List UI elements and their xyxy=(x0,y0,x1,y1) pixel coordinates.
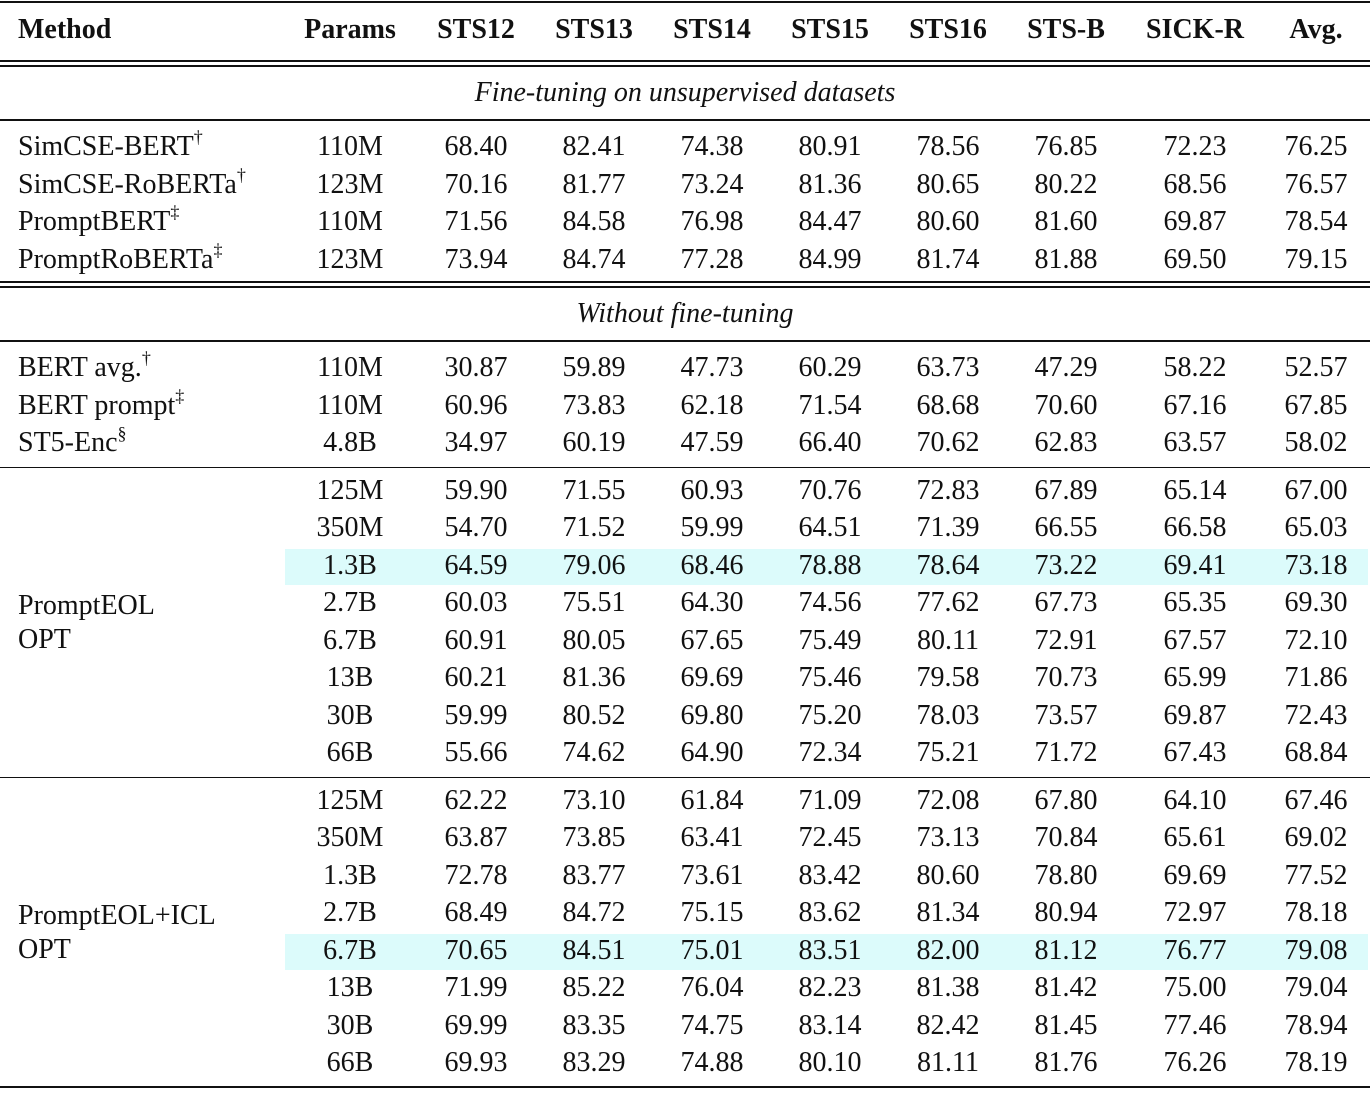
value-cell: 60.96 xyxy=(444,389,508,421)
value-cell: 81.88 xyxy=(1034,243,1098,275)
value-cell: 82.23 xyxy=(798,972,862,1003)
value-cell: 78.88 xyxy=(798,549,862,581)
value-cell: 76.85 xyxy=(1034,131,1098,162)
params-cell: 2.7B xyxy=(323,897,377,928)
value-cell: 69.87 xyxy=(1163,699,1227,731)
value-cell: 75.21 xyxy=(916,737,980,768)
value-cell: 76.57 xyxy=(1284,168,1348,200)
value-cell: 65.99 xyxy=(1163,662,1227,693)
value-cell: 68.49 xyxy=(444,897,508,928)
section-title-rule xyxy=(0,340,1370,342)
value-cell: 67.43 xyxy=(1163,737,1227,768)
value-cell: 83.62 xyxy=(798,897,862,928)
method-name xyxy=(18,127,203,163)
value-cell: 77.62 xyxy=(916,587,980,618)
value-cell: 71.39 xyxy=(916,512,980,543)
value-cell: 73.22 xyxy=(1034,549,1098,581)
value-cell: 66.55 xyxy=(1034,512,1098,543)
value-cell: 83.51 xyxy=(798,934,862,966)
value-cell: 67.16 xyxy=(1163,389,1227,421)
value-cell: 69.69 xyxy=(680,662,744,693)
value-cell: 75.15 xyxy=(680,897,744,928)
section-title-rule xyxy=(0,119,1370,121)
value-cell: 74.56 xyxy=(798,587,862,618)
value-cell: 65.35 xyxy=(1163,587,1227,618)
value-cell: 59.99 xyxy=(444,699,508,731)
header-sts15: STS15 xyxy=(791,14,869,45)
value-cell: 78.94 xyxy=(1284,1009,1348,1041)
params-cell: 2.7B xyxy=(323,587,377,618)
value-cell: 74.88 xyxy=(680,1047,744,1078)
value-cell: 63.87 xyxy=(444,822,508,853)
value-cell: 67.65 xyxy=(680,624,744,656)
value-cell: 72.97 xyxy=(1163,897,1227,928)
value-cell: 84.51 xyxy=(562,934,626,966)
value-cell: 80.94 xyxy=(1034,897,1098,928)
value-cell: 80.52 xyxy=(562,699,626,731)
header-sts13: STS13 xyxy=(555,14,633,45)
value-cell: 73.13 xyxy=(916,822,980,853)
value-cell: 69.50 xyxy=(1163,243,1227,275)
value-cell: 70.60 xyxy=(1034,389,1098,421)
value-cell: 67.46 xyxy=(1284,784,1348,816)
value-cell: 81.60 xyxy=(1034,206,1098,237)
method-label: PromptBERT xyxy=(18,206,171,237)
value-cell: 72.91 xyxy=(1034,624,1098,656)
value-cell: 82.00 xyxy=(916,934,980,966)
value-cell: 81.76 xyxy=(1034,1047,1098,1078)
value-cell: 47.59 xyxy=(680,427,744,458)
value-cell: 84.47 xyxy=(798,206,862,237)
value-cell: 75.46 xyxy=(798,662,862,693)
value-cell: 77.52 xyxy=(1284,859,1348,891)
value-cell: 71.52 xyxy=(562,512,626,543)
group-label: OPT xyxy=(18,933,71,965)
top-rule xyxy=(0,1,1370,3)
value-cell: 69.02 xyxy=(1284,822,1348,853)
value-cell: 81.34 xyxy=(916,897,980,928)
value-cell: 62.83 xyxy=(1034,427,1098,458)
value-cell: 67.57 xyxy=(1163,624,1227,656)
value-cell: 72.83 xyxy=(916,474,980,506)
header-method: Method xyxy=(18,14,112,45)
footnote-mark: † xyxy=(193,127,203,147)
value-cell: 83.14 xyxy=(798,1009,862,1041)
value-cell: 79.06 xyxy=(562,549,626,581)
params-cell: 1.3B xyxy=(323,859,377,891)
value-cell: 81.42 xyxy=(1034,972,1098,1003)
value-cell: 71.99 xyxy=(444,972,508,1003)
header-avg-: Avg. xyxy=(1289,14,1343,45)
params-cell: 6.7B xyxy=(323,624,377,656)
value-cell: 75.49 xyxy=(798,624,862,656)
value-cell: 74.38 xyxy=(680,131,744,162)
value-cell: 67.80 xyxy=(1034,784,1098,816)
value-cell: 73.61 xyxy=(680,859,744,891)
value-cell: 77.46 xyxy=(1163,1009,1227,1041)
value-cell: 81.38 xyxy=(916,972,980,1003)
value-cell: 67.73 xyxy=(1034,587,1098,618)
value-cell: 79.04 xyxy=(1284,972,1348,1003)
value-cell: 66.40 xyxy=(798,427,862,458)
value-cell: 30.87 xyxy=(444,352,508,383)
params-cell: 66B xyxy=(326,737,374,768)
value-cell: 76.98 xyxy=(680,206,744,237)
value-cell: 75.20 xyxy=(798,699,862,731)
value-cell: 60.21 xyxy=(444,662,508,693)
value-cell: 78.03 xyxy=(916,699,980,731)
header-sts12: STS12 xyxy=(437,14,515,45)
value-cell: 78.19 xyxy=(1284,1047,1348,1078)
value-cell: 64.30 xyxy=(680,587,744,618)
value-cell: 65.03 xyxy=(1284,512,1348,543)
footnote-mark: ‡ xyxy=(175,385,185,406)
value-cell: 73.24 xyxy=(680,168,744,200)
section-title: Without fine-tuning xyxy=(576,298,794,329)
header-rule-1 xyxy=(0,60,1370,62)
value-cell: 47.29 xyxy=(1034,352,1098,383)
value-cell: 73.83 xyxy=(562,389,626,421)
value-cell: 68.68 xyxy=(916,389,980,421)
params-cell: 6.7B xyxy=(323,934,377,966)
value-cell: 59.99 xyxy=(680,512,744,543)
section-rule-1-b xyxy=(0,286,1370,288)
value-cell: 81.11 xyxy=(917,1047,979,1078)
value-cell: 79.08 xyxy=(1284,934,1348,966)
value-cell: 75.51 xyxy=(562,587,626,618)
value-cell: 83.77 xyxy=(562,859,626,891)
value-cell: 60.19 xyxy=(562,427,626,458)
value-cell: 69.93 xyxy=(444,1047,508,1078)
value-cell: 71.55 xyxy=(562,474,626,506)
value-cell: 78.64 xyxy=(916,549,980,581)
value-cell: 70.84 xyxy=(1034,822,1098,853)
footnote-mark: † xyxy=(141,348,151,368)
value-cell: 67.00 xyxy=(1284,474,1348,506)
value-cell: 70.73 xyxy=(1034,662,1098,693)
value-cell: 83.29 xyxy=(562,1047,626,1078)
value-cell: 80.65 xyxy=(916,168,980,200)
value-cell: 73.85 xyxy=(562,822,626,853)
value-cell: 81.12 xyxy=(1034,934,1098,966)
value-cell: 68.46 xyxy=(680,549,744,581)
group-label: PromptEOL+ICL xyxy=(18,899,216,931)
value-cell: 63.41 xyxy=(680,822,744,853)
footnote-mark: ‡ xyxy=(170,202,180,222)
value-cell: 79.58 xyxy=(916,662,980,693)
value-cell: 60.93 xyxy=(680,474,744,506)
value-cell: 68.84 xyxy=(1284,737,1348,768)
value-cell: 76.25 xyxy=(1284,131,1348,162)
value-cell: 84.72 xyxy=(562,897,626,928)
params-cell: 110M xyxy=(317,352,383,383)
value-cell: 59.90 xyxy=(444,474,508,506)
value-cell: 70.76 xyxy=(798,474,862,506)
value-cell: 81.45 xyxy=(1034,1009,1098,1041)
method-name xyxy=(18,239,223,276)
value-cell: 84.99 xyxy=(798,243,862,275)
value-cell: 71.09 xyxy=(798,784,862,816)
value-cell: 71.56 xyxy=(444,206,508,237)
value-cell: 78.18 xyxy=(1284,897,1348,928)
value-cell: 72.45 xyxy=(798,822,862,853)
method-name xyxy=(18,202,180,238)
value-cell: 83.35 xyxy=(562,1009,626,1041)
value-cell: 82.41 xyxy=(562,131,626,162)
value-cell: 72.78 xyxy=(444,859,508,891)
header-params: Params xyxy=(304,14,396,45)
method-label: SimCSE-BERT xyxy=(18,131,194,162)
header-sts14: STS14 xyxy=(673,14,751,45)
value-cell: 74.75 xyxy=(680,1009,744,1041)
value-cell: 80.10 xyxy=(798,1047,862,1078)
method-name xyxy=(18,348,151,384)
value-cell: 85.22 xyxy=(562,972,626,1003)
value-cell: 70.16 xyxy=(444,168,508,200)
value-cell: 72.08 xyxy=(916,784,980,816)
section-title: Fine-tuning on unsupervised datasets xyxy=(474,77,896,108)
value-cell: 71.54 xyxy=(798,389,862,421)
value-cell: 80.91 xyxy=(798,131,862,162)
value-cell: 58.02 xyxy=(1284,427,1348,458)
value-cell: 66.58 xyxy=(1163,512,1227,543)
header-rule-2 xyxy=(0,65,1370,67)
value-cell: 70.62 xyxy=(916,427,980,458)
value-cell: 55.66 xyxy=(444,737,508,768)
value-cell: 52.57 xyxy=(1284,352,1348,383)
value-cell: 76.26 xyxy=(1163,1047,1227,1078)
value-cell: 81.36 xyxy=(798,168,862,200)
group-label: OPT xyxy=(18,623,71,655)
method-label: BERT prompt xyxy=(18,389,176,421)
params-cell: 66B xyxy=(326,1047,374,1078)
value-cell: 63.73 xyxy=(916,352,980,383)
value-cell: 68.56 xyxy=(1163,168,1227,200)
value-cell: 70.65 xyxy=(444,934,508,966)
value-cell: 62.18 xyxy=(680,389,744,421)
method-label: BERT avg. xyxy=(18,352,142,383)
value-cell: 64.59 xyxy=(444,549,508,581)
value-cell: 71.72 xyxy=(1034,737,1098,768)
value-cell: 73.94 xyxy=(444,243,508,275)
value-cell: 79.15 xyxy=(1284,243,1348,275)
bottom-rule xyxy=(0,1086,1370,1088)
value-cell: 64.51 xyxy=(798,512,862,543)
params-cell: 110M xyxy=(317,389,383,421)
method-name xyxy=(18,423,127,459)
params-cell: 13B xyxy=(326,662,374,693)
value-cell: 64.90 xyxy=(680,737,744,768)
value-cell: 80.05 xyxy=(562,624,626,656)
value-cell: 69.80 xyxy=(680,699,744,731)
params-cell: 4.8B xyxy=(323,427,377,458)
section-rule-1-a xyxy=(0,281,1370,283)
header-sts-b: STS-B xyxy=(1027,14,1105,45)
value-cell: 69.30 xyxy=(1284,587,1348,618)
value-cell: 72.34 xyxy=(798,737,862,768)
value-cell: 68.40 xyxy=(444,131,508,162)
value-cell: 73.18 xyxy=(1284,549,1348,581)
value-cell: 60.29 xyxy=(798,352,862,383)
method-label: PromptRoBERTa xyxy=(18,243,214,275)
group-label: PromptEOL xyxy=(18,589,155,621)
value-cell: 74.62 xyxy=(562,737,626,768)
params-cell: 123M xyxy=(316,168,384,200)
value-cell: 75.00 xyxy=(1163,972,1227,1003)
value-cell: 60.91 xyxy=(444,624,508,656)
value-cell: 67.85 xyxy=(1284,389,1348,421)
value-cell: 73.57 xyxy=(1034,699,1098,731)
value-cell: 81.36 xyxy=(562,662,626,693)
group-rule xyxy=(0,467,1370,469)
value-cell: 64.10 xyxy=(1163,784,1227,816)
value-cell: 47.73 xyxy=(680,352,744,383)
value-cell: 82.42 xyxy=(916,1009,980,1041)
value-cell: 81.77 xyxy=(562,168,626,200)
value-cell: 69.87 xyxy=(1163,206,1227,237)
value-cell: 54.70 xyxy=(444,512,508,543)
footnote-mark: ‡ xyxy=(213,239,223,260)
value-cell: 76.77 xyxy=(1163,934,1227,966)
value-cell: 77.28 xyxy=(680,243,744,275)
value-cell: 69.69 xyxy=(1163,859,1227,891)
value-cell: 80.60 xyxy=(916,206,980,237)
header-sts16: STS16 xyxy=(909,14,987,45)
params-cell: 125M xyxy=(316,784,384,816)
value-cell: 84.74 xyxy=(562,243,626,275)
value-cell: 75.01 xyxy=(680,934,744,966)
value-cell: 67.89 xyxy=(1034,474,1098,506)
value-cell: 61.84 xyxy=(680,784,744,816)
method-label: ST5-Enc xyxy=(18,427,118,458)
value-cell: 65.61 xyxy=(1163,822,1227,853)
params-cell: 110M xyxy=(317,206,383,237)
footnote-mark: † xyxy=(236,164,246,185)
method-name xyxy=(18,385,185,422)
params-cell: 13B xyxy=(326,972,374,1003)
params-cell: 110M xyxy=(317,131,383,162)
params-cell: 350M xyxy=(316,822,384,853)
value-cell: 58.22 xyxy=(1163,352,1227,383)
value-cell: 80.22 xyxy=(1034,168,1098,200)
params-cell: 123M xyxy=(316,243,384,275)
value-cell: 60.03 xyxy=(444,587,508,618)
value-cell: 62.22 xyxy=(444,784,508,816)
value-cell: 72.10 xyxy=(1284,624,1348,656)
value-cell: 84.58 xyxy=(562,206,626,237)
value-cell: 81.74 xyxy=(916,243,980,275)
group-rule xyxy=(0,777,1370,779)
header-sick-r: SICK-R xyxy=(1145,14,1245,45)
value-cell: 72.43 xyxy=(1284,699,1348,731)
value-cell: 69.41 xyxy=(1163,549,1227,581)
value-cell: 73.10 xyxy=(562,784,626,816)
value-cell: 63.57 xyxy=(1163,427,1227,458)
value-cell: 34.97 xyxy=(444,427,508,458)
params-cell: 30B xyxy=(326,699,374,731)
value-cell: 71.86 xyxy=(1284,662,1348,693)
value-cell: 78.56 xyxy=(916,131,980,162)
value-cell: 80.11 xyxy=(917,624,979,656)
method-label: SimCSE-RoBERTa xyxy=(18,168,237,200)
value-cell: 80.60 xyxy=(916,859,980,891)
value-cell: 78.54 xyxy=(1284,206,1348,237)
method-name xyxy=(18,164,246,201)
value-cell: 69.99 xyxy=(444,1009,508,1041)
value-cell: 59.89 xyxy=(562,352,626,383)
value-cell: 65.14 xyxy=(1163,474,1227,506)
params-cell: 1.3B xyxy=(323,549,377,581)
params-cell: 125M xyxy=(316,474,384,506)
params-cell: 350M xyxy=(316,512,384,543)
value-cell: 76.04 xyxy=(680,972,744,1003)
value-cell: 83.42 xyxy=(798,859,862,891)
value-cell: 72.23 xyxy=(1163,131,1227,162)
params-cell: 30B xyxy=(326,1009,374,1041)
value-cell: 78.80 xyxy=(1034,859,1098,891)
footnote-mark: § xyxy=(117,423,127,443)
